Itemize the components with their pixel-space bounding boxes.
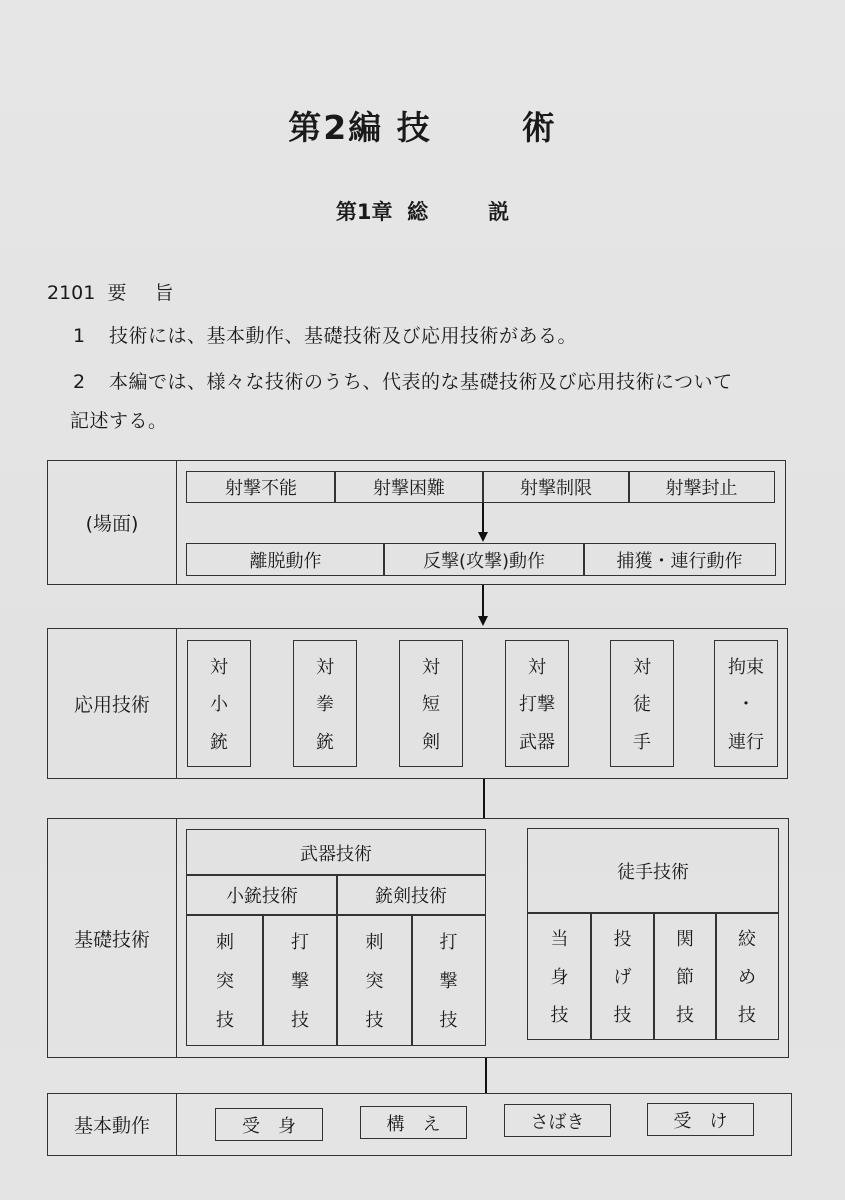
situation-cell: 射撃困難 bbox=[334, 471, 484, 503]
rifle-techniques-header: 小銃技術 bbox=[186, 874, 338, 916]
paragraph-text: 技術には、基本動作、基礎技術及び応用技術がある。 bbox=[109, 325, 578, 347]
char: 技 bbox=[738, 1005, 756, 1026]
technique-col bbox=[411, 914, 486, 1046]
bayonet-techniques-header: 銃剣技術 bbox=[336, 874, 486, 916]
technique-col bbox=[590, 912, 655, 1040]
paragraph-text: 本編では、様々な技術のうち、代表的な基礎技術及び応用技術について bbox=[109, 371, 733, 393]
section-number: 2101 bbox=[47, 282, 96, 304]
char: 打撃 bbox=[519, 694, 555, 716]
char: 突 bbox=[365, 970, 384, 992]
char: 銃 bbox=[316, 732, 334, 754]
chapter-title-char: 説 bbox=[488, 200, 510, 224]
char: 拘束 bbox=[728, 656, 764, 678]
char: 技 bbox=[291, 1010, 309, 1032]
basic-item: 受 身 bbox=[215, 1108, 323, 1141]
char: げ bbox=[613, 967, 632, 988]
chapter-title-char: 総 bbox=[407, 200, 429, 224]
char: 連行 bbox=[728, 732, 764, 754]
paragraph-number: 1 bbox=[73, 325, 86, 347]
applied-item-unarmed bbox=[610, 640, 674, 767]
char: 技 bbox=[676, 1005, 694, 1026]
char: 対 bbox=[422, 656, 440, 678]
part-title-char: 術 bbox=[521, 108, 557, 147]
situation-cell: 射撃封止 bbox=[628, 471, 775, 503]
connector-line bbox=[483, 779, 485, 819]
paragraph-2-continuation: 記述する。 bbox=[70, 410, 168, 432]
char: 打 bbox=[439, 931, 458, 953]
char: 対 bbox=[210, 656, 228, 678]
part-title bbox=[0, 102, 845, 149]
technique-col bbox=[262, 914, 338, 1046]
technique-col bbox=[186, 914, 264, 1046]
char: 技 bbox=[216, 1010, 234, 1032]
char: 撃 bbox=[291, 970, 309, 992]
section-heading bbox=[47, 278, 173, 305]
char: 拳 bbox=[316, 694, 334, 716]
technique-col bbox=[336, 914, 413, 1046]
weapon-techniques-header: 武器技術 bbox=[186, 829, 486, 876]
char: 技 bbox=[365, 1010, 384, 1032]
part-number: 第2編 bbox=[288, 108, 384, 147]
basic-item: さばき bbox=[504, 1104, 611, 1137]
applied-item-knife bbox=[399, 640, 463, 767]
char: 技 bbox=[439, 1010, 458, 1032]
applied-item-restraint bbox=[714, 640, 778, 767]
char: 武器 bbox=[519, 732, 555, 754]
applied-item-pistol bbox=[293, 640, 357, 767]
scene-label: (場面) bbox=[48, 461, 177, 584]
char: 対 bbox=[633, 656, 651, 678]
arrow-down-icon bbox=[478, 616, 488, 626]
char: め bbox=[738, 967, 756, 988]
char: 対 bbox=[528, 656, 546, 678]
paragraph-number: 2 bbox=[73, 371, 86, 393]
char: 短 bbox=[422, 694, 440, 716]
char: ・ bbox=[737, 694, 755, 716]
char: 打 bbox=[291, 931, 309, 953]
technique-col bbox=[527, 912, 592, 1040]
basic-item: 受 け bbox=[647, 1103, 754, 1136]
action-cell: 捕獲・連行動作 bbox=[583, 543, 776, 576]
action-cell: 反撃(攻撃)動作 bbox=[383, 543, 585, 576]
char: 剣 bbox=[422, 732, 440, 754]
applied-item-rifle bbox=[187, 640, 251, 767]
char: 節 bbox=[676, 967, 694, 988]
char: 手 bbox=[633, 732, 651, 754]
paragraph-1 bbox=[73, 321, 577, 348]
char: 刺 bbox=[365, 931, 384, 953]
char: 身 bbox=[550, 967, 569, 988]
action-cell: 離脱動作 bbox=[186, 543, 385, 576]
applied-techniques-label: 応用技術 bbox=[48, 629, 177, 778]
char: 撃 bbox=[439, 970, 458, 992]
arrow-down-icon bbox=[478, 532, 488, 542]
section-title-char: 要 bbox=[107, 282, 127, 304]
char: 小 bbox=[210, 694, 228, 716]
basic-movements-label: 基本動作 bbox=[48, 1094, 177, 1155]
situation-cell: 射撃制限 bbox=[482, 471, 630, 503]
connector-line bbox=[485, 1058, 487, 1094]
char: 徒 bbox=[633, 694, 651, 716]
section-title-char: 旨 bbox=[154, 282, 174, 304]
char: 突 bbox=[216, 970, 234, 992]
char: 関 bbox=[676, 929, 694, 950]
chapter-number: 第1章 bbox=[335, 200, 393, 224]
connector-line bbox=[482, 585, 484, 617]
part-title-char: 技 bbox=[396, 108, 432, 147]
char: 刺 bbox=[216, 931, 234, 953]
applied-item-blunt-weapon bbox=[505, 640, 569, 767]
technique-col bbox=[715, 912, 779, 1040]
situation-cell: 射撃不能 bbox=[186, 471, 336, 503]
chapter-title bbox=[0, 196, 845, 226]
paragraph-2 bbox=[73, 367, 733, 394]
unarmed-techniques-header: 徒手技術 bbox=[527, 828, 779, 914]
char: 対 bbox=[316, 656, 334, 678]
char: 技 bbox=[550, 1005, 569, 1026]
technique-col bbox=[653, 912, 717, 1040]
char: 投 bbox=[613, 929, 632, 950]
char: 銃 bbox=[210, 732, 228, 754]
char: 当 bbox=[550, 929, 569, 950]
basic-item: 構 え bbox=[360, 1106, 467, 1139]
fundamental-techniques-label: 基礎技術 bbox=[48, 819, 177, 1057]
connector-line bbox=[482, 503, 484, 533]
char: 絞 bbox=[738, 929, 756, 950]
char: 技 bbox=[613, 1005, 632, 1026]
